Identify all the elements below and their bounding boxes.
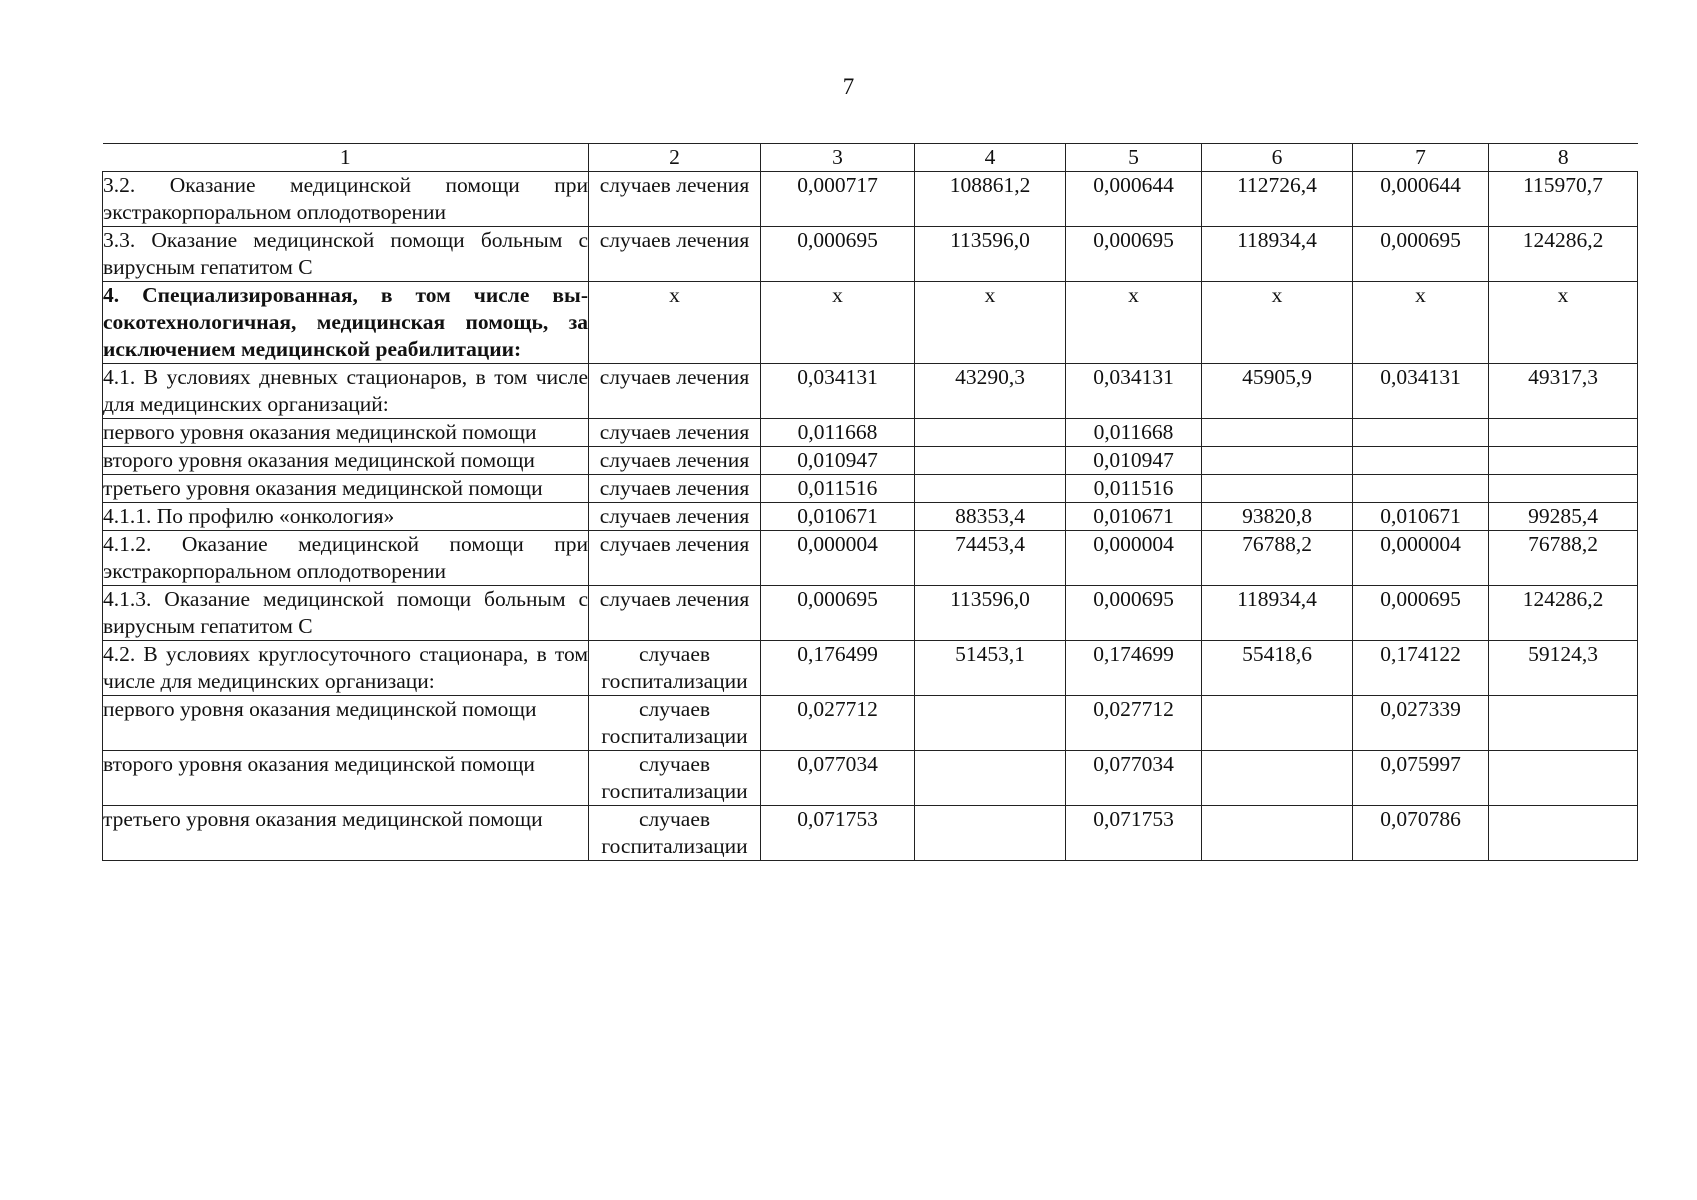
unit-cell: случаев лечения [589, 227, 761, 282]
value-cell-3: х [761, 282, 915, 364]
table-row [103, 227, 1638, 282]
indicator-cell: 4.1. В условиях дневных стационаров, в том числе для медицинских организаций: [103, 364, 589, 419]
value-cell-8: 124286,2 [1489, 227, 1638, 282]
value-cell-8 [1489, 696, 1638, 751]
value-cell-4: х [915, 282, 1066, 364]
indicator-cell: третьего уровня оказания медицинской помощи [103, 806, 589, 861]
value-cell-3: 0,011668 [761, 419, 915, 447]
indicator-cell: 4.1.1. По профилю «онкология» [103, 503, 589, 531]
table-row [103, 447, 1638, 475]
value-cell-6: 118934,4 [1202, 586, 1353, 641]
indicator-cell: 3.2. Оказание медицинской помощи при экстракорпоральном оплодотворении [103, 172, 589, 227]
value-cell-8 [1489, 419, 1638, 447]
unit-cell: случаев лечения [589, 419, 761, 447]
value-cell-3: 0,071753 [761, 806, 915, 861]
table-row [103, 806, 1638, 861]
table-row [103, 364, 1638, 419]
table-row [103, 641, 1638, 696]
value-cell-7: х [1353, 282, 1489, 364]
value-cell-4 [915, 806, 1066, 861]
column-header-7: 7 [1353, 144, 1489, 172]
value-cell-8 [1489, 447, 1638, 475]
column-header-8: 8 [1489, 144, 1638, 172]
value-cell-4: 74453,4 [915, 531, 1066, 586]
page-number: 7 [842, 74, 855, 99]
value-cell-3: 0,000717 [761, 172, 915, 227]
indicator-cell: второго уровня оказания медицинской помощи [103, 447, 589, 475]
column-header-2: 2 [589, 144, 761, 172]
table-row [103, 531, 1638, 586]
value-cell-7: 0,075997 [1353, 751, 1489, 806]
value-cell-7: 0,070786 [1353, 806, 1489, 861]
value-cell-5: х [1066, 282, 1202, 364]
value-cell-3: 0,000695 [761, 586, 915, 641]
column-header-4: 4 [915, 144, 1066, 172]
indicator-cell: 4.1.3. Оказание медицинской помощи больным с вирусным гепатитом С [103, 586, 589, 641]
value-cell-6 [1202, 447, 1353, 475]
unit-cell: случаев лечения [589, 364, 761, 419]
indicator-cell: второго уровня оказания медицинской помощи [103, 751, 589, 806]
table-row [103, 172, 1638, 227]
column-header-1: 1 [103, 144, 589, 172]
unit-cell: случаев госпитализации [589, 696, 761, 751]
value-cell-8: 115970,7 [1489, 172, 1638, 227]
value-cell-7: 0,010671 [1353, 503, 1489, 531]
value-cell-4 [915, 447, 1066, 475]
value-cell-8: 124286,2 [1489, 586, 1638, 641]
table-header-row [103, 144, 1638, 172]
value-cell-6 [1202, 696, 1353, 751]
value-cell-4: 43290,3 [915, 364, 1066, 419]
unit-cell: случаев лечения [589, 586, 761, 641]
indicator-cell: 4. Специализированная, в том числе высокотехнологичная, медицинская помощь, за исключением медицинской реабилитации: [103, 282, 589, 364]
table-row [103, 503, 1638, 531]
indicator-cell: первого уровня оказания медицинской помощи [103, 419, 589, 447]
value-cell-3: 0,034131 [761, 364, 915, 419]
value-cell-4 [915, 475, 1066, 503]
value-cell-5: 0,011516 [1066, 475, 1202, 503]
unit-cell: случаев госпитализации [589, 751, 761, 806]
value-cell-3: 0,000004 [761, 531, 915, 586]
value-cell-8: 59124,3 [1489, 641, 1638, 696]
indicator-cell: 3.3. Оказание медицинской помощи больным с вирусным гепатитом С [103, 227, 589, 282]
value-cell-5: 0,027712 [1066, 696, 1202, 751]
value-cell-8: х [1489, 282, 1638, 364]
value-cell-6 [1202, 751, 1353, 806]
value-cell-4: 108861,2 [915, 172, 1066, 227]
value-cell-4 [915, 419, 1066, 447]
unit-cell: х [589, 282, 761, 364]
column-header-5: 5 [1066, 144, 1202, 172]
value-cell-8 [1489, 751, 1638, 806]
value-cell-5: 0,174699 [1066, 641, 1202, 696]
table-row [103, 282, 1638, 364]
indicator-cell: 4.2. В условиях круглосуточного стационара, в том числе для медицинских организаци: [103, 641, 589, 696]
indicator-cell: 4.1.2. Оказание медицинской помощи при экстракорпоральном оплодотворении [103, 531, 589, 586]
value-cell-7 [1353, 447, 1489, 475]
value-cell-5: 0,000695 [1066, 227, 1202, 282]
value-cell-4: 113596,0 [915, 227, 1066, 282]
value-cell-8: 49317,3 [1489, 364, 1638, 419]
unit-cell: случаев лечения [589, 503, 761, 531]
value-cell-7: 0,174122 [1353, 641, 1489, 696]
value-cell-3: 0,027712 [761, 696, 915, 751]
value-cell-3: 0,011516 [761, 475, 915, 503]
value-cell-4: 51453,1 [915, 641, 1066, 696]
value-cell-7: 0,000644 [1353, 172, 1489, 227]
table-row [103, 475, 1638, 503]
value-cell-6 [1202, 475, 1353, 503]
value-cell-6: 45905,9 [1202, 364, 1353, 419]
value-cell-5: 0,010671 [1066, 503, 1202, 531]
unit-cell: случаев госпитализации [589, 806, 761, 861]
value-cell-5: 0,034131 [1066, 364, 1202, 419]
column-header-6: 6 [1202, 144, 1353, 172]
unit-cell: случаев лечения [589, 172, 761, 227]
value-cell-7: 0,000004 [1353, 531, 1489, 586]
value-cell-4: 88353,4 [915, 503, 1066, 531]
value-cell-5: 0,011668 [1066, 419, 1202, 447]
value-cell-4: 113596,0 [915, 586, 1066, 641]
value-cell-7: 0,000695 [1353, 227, 1489, 282]
table-row [103, 419, 1638, 447]
value-cell-8 [1489, 475, 1638, 503]
indicator-cell: первого уровня оказания медицинской помощи [103, 696, 589, 751]
rates-table [102, 143, 1638, 861]
value-cell-7: 0,027339 [1353, 696, 1489, 751]
value-cell-7 [1353, 419, 1489, 447]
value-cell-6: 118934,4 [1202, 227, 1353, 282]
value-cell-3: 0,010947 [761, 447, 915, 475]
value-cell-6: 55418,6 [1202, 641, 1353, 696]
value-cell-3: 0,077034 [761, 751, 915, 806]
value-cell-8: 76788,2 [1489, 531, 1638, 586]
value-cell-5: 0,071753 [1066, 806, 1202, 861]
value-cell-5: 0,000695 [1066, 586, 1202, 641]
value-cell-8 [1489, 806, 1638, 861]
value-cell-5: 0,000004 [1066, 531, 1202, 586]
value-cell-5: 0,000644 [1066, 172, 1202, 227]
value-cell-5: 0,010947 [1066, 447, 1202, 475]
value-cell-7: 0,000695 [1353, 586, 1489, 641]
unit-cell: случаев госпитализации [589, 641, 761, 696]
value-cell-3: 0,000695 [761, 227, 915, 282]
value-cell-5: 0,077034 [1066, 751, 1202, 806]
value-cell-6: 112726,4 [1202, 172, 1353, 227]
value-cell-3: 0,176499 [761, 641, 915, 696]
value-cell-6: х [1202, 282, 1353, 364]
value-cell-6: 76788,2 [1202, 531, 1353, 586]
column-header-3: 3 [761, 144, 915, 172]
table-row [103, 696, 1638, 751]
value-cell-6 [1202, 419, 1353, 447]
value-cell-6 [1202, 806, 1353, 861]
unit-cell: случаев лечения [589, 475, 761, 503]
unit-cell: случаев лечения [589, 447, 761, 475]
value-cell-6: 93820,8 [1202, 503, 1353, 531]
table-row [103, 586, 1638, 641]
value-cell-4 [915, 751, 1066, 806]
value-cell-8: 99285,4 [1489, 503, 1638, 531]
indicator-cell: третьего уровня оказания медицинской помощи [103, 475, 589, 503]
unit-cell: случаев лечения [589, 531, 761, 586]
value-cell-4 [915, 696, 1066, 751]
value-cell-7: 0,034131 [1353, 364, 1489, 419]
value-cell-3: 0,010671 [761, 503, 915, 531]
table-row [103, 751, 1638, 806]
value-cell-7 [1353, 475, 1489, 503]
